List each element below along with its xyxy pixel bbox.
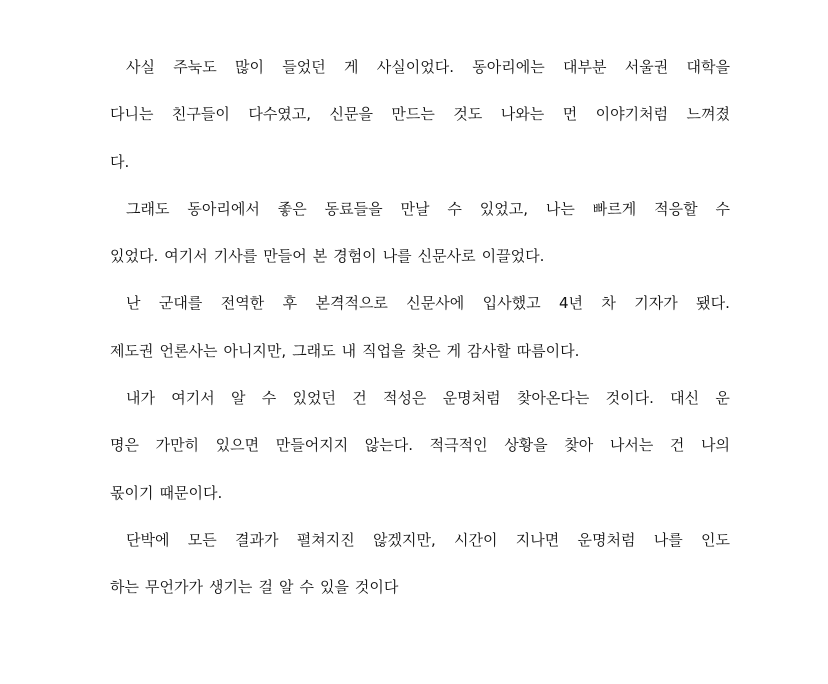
paragraph-1-line-3 [110, 139, 730, 186]
word: 지나면 [515, 530, 560, 549]
word: 게 [446, 341, 462, 360]
word: 명은 [110, 436, 139, 455]
word: 차 [601, 294, 616, 313]
word: 적응할 [654, 199, 698, 218]
paragraph-1-line-1 [110, 44, 730, 91]
word: 운명처럼 [442, 389, 501, 408]
word: 다니는 [110, 105, 154, 124]
word: 여기서 [164, 247, 208, 266]
paragraph-4-line-1 [110, 375, 730, 422]
word: 사실이었다. [376, 58, 454, 76]
word: 이야기처럼 [595, 105, 669, 124]
word: 그래도 [292, 341, 336, 360]
word: 언론사는 [159, 341, 218, 360]
word: 신문사로 [417, 247, 476, 266]
word: 됐다. [696, 294, 730, 313]
word: 있으면 [215, 436, 260, 455]
word: 있었고, [479, 199, 528, 218]
word: 상황을 [504, 436, 548, 455]
word: 아니지만, [223, 341, 287, 360]
word: 동료들을 [324, 199, 383, 218]
word: 만날 [400, 199, 430, 218]
word: 나의 [701, 436, 730, 455]
word: 나를 [653, 530, 683, 549]
word: 몫이기 [110, 483, 154, 502]
word: 걸 [258, 578, 273, 597]
word: 제도권 [110, 341, 154, 360]
word: 난 [126, 294, 141, 313]
word: 게 [344, 58, 359, 76]
paragraph-5-line-1 [110, 517, 730, 564]
word: 주눅도 [173, 58, 217, 76]
word: 단박에 [126, 530, 170, 549]
word: 기사를 [213, 247, 258, 266]
word: 따름이다. [516, 341, 580, 360]
word: 본 [312, 247, 328, 266]
word: 대신 [670, 389, 700, 408]
word: 이끌었다. [481, 247, 545, 266]
word: 건 [352, 389, 367, 408]
word: 후 [282, 294, 298, 313]
word: 때문이다. [159, 483, 223, 502]
paragraph-2-line-1 [110, 186, 730, 233]
word: 펼쳐지진 [296, 530, 355, 549]
word: 알 [230, 389, 246, 408]
word: 나를 [382, 247, 412, 266]
word: 수 [299, 578, 314, 597]
word: 찾아 [564, 436, 594, 455]
paragraph-2-line-2 [110, 233, 730, 280]
word: 결과가 [235, 530, 279, 549]
body-text [110, 44, 730, 612]
word: 인도 [700, 530, 730, 549]
word: 있었다. [110, 247, 159, 266]
word: 먼 [562, 105, 578, 124]
word: 친구들이 [171, 105, 230, 124]
word: 여기서 [171, 389, 215, 408]
word: 본격적으로 [315, 294, 388, 313]
word: 4년 [558, 294, 584, 313]
word: 생기는 [208, 578, 253, 597]
word: 적극적인 [429, 436, 488, 455]
word: 내가 [126, 389, 155, 408]
word: 나와는 [500, 105, 545, 124]
word: 것도 [453, 105, 483, 124]
word: 않겠지만, [372, 530, 436, 549]
word: 것이다. [605, 389, 654, 408]
word: 만들어지지 [275, 436, 349, 455]
word: 내 [341, 341, 357, 360]
paragraph-4-line-3 [110, 470, 730, 517]
word: 나는 [545, 199, 575, 218]
word: 군대를 [158, 294, 203, 313]
word: 신문을 [329, 105, 373, 124]
word: 수 [715, 199, 730, 218]
word: 빠르게 [592, 199, 637, 218]
word: 동아리에는 [472, 58, 545, 76]
word: 찾은 [411, 341, 441, 360]
word: 느껴졌 [686, 105, 730, 124]
word: 시간이 [453, 530, 498, 549]
word: 직업을 [362, 341, 406, 360]
word: 좋은 [277, 199, 307, 218]
word: 기자가 [634, 294, 678, 313]
word: 있었던 [292, 389, 336, 408]
word: 입사했고 [482, 294, 541, 313]
word: 많이 [235, 58, 264, 76]
word: 만들어 [263, 247, 307, 266]
word: 무언가가 [144, 578, 203, 597]
word: 않는다. [364, 436, 414, 455]
word: 감사할 [467, 341, 511, 360]
word: 찾아온다는 [516, 389, 590, 408]
word: 모든 [187, 530, 217, 549]
word: 서울권 [624, 58, 669, 76]
paragraph-3-line-2 [110, 328, 730, 375]
word: 알 [278, 578, 294, 597]
word: 만드는 [391, 105, 435, 124]
word: 사실 [126, 58, 155, 76]
word: 들었던 [282, 58, 326, 76]
word: 운명처럼 [577, 530, 636, 549]
word: 수 [261, 389, 277, 408]
paragraph-1-line-2 [110, 91, 730, 138]
word: 수 [447, 199, 462, 218]
word: 그래도 [126, 199, 170, 218]
word: 경험이 [333, 247, 377, 266]
word: 운 [715, 389, 730, 408]
word: 전역한 [220, 294, 265, 313]
word: 나서는 [609, 436, 654, 455]
word: 대부분 [562, 58, 607, 76]
paragraph-4-line-2 [110, 422, 730, 469]
word: 대학을 [686, 58, 730, 76]
paragraph-5-line-2 [110, 564, 730, 611]
word: 것이다 [354, 578, 399, 597]
word: 가만히 [155, 436, 200, 455]
word: 다수였고, [248, 105, 312, 124]
word: 신문사에 [406, 294, 465, 313]
paragraph-3-line-1 [110, 280, 730, 327]
word: 하는 [110, 578, 139, 597]
word: 건 [669, 436, 685, 455]
word: 있을 [319, 578, 349, 597]
word: 동아리에서 [187, 199, 260, 218]
word: 다. [110, 152, 130, 171]
word: 적성은 [382, 389, 427, 408]
